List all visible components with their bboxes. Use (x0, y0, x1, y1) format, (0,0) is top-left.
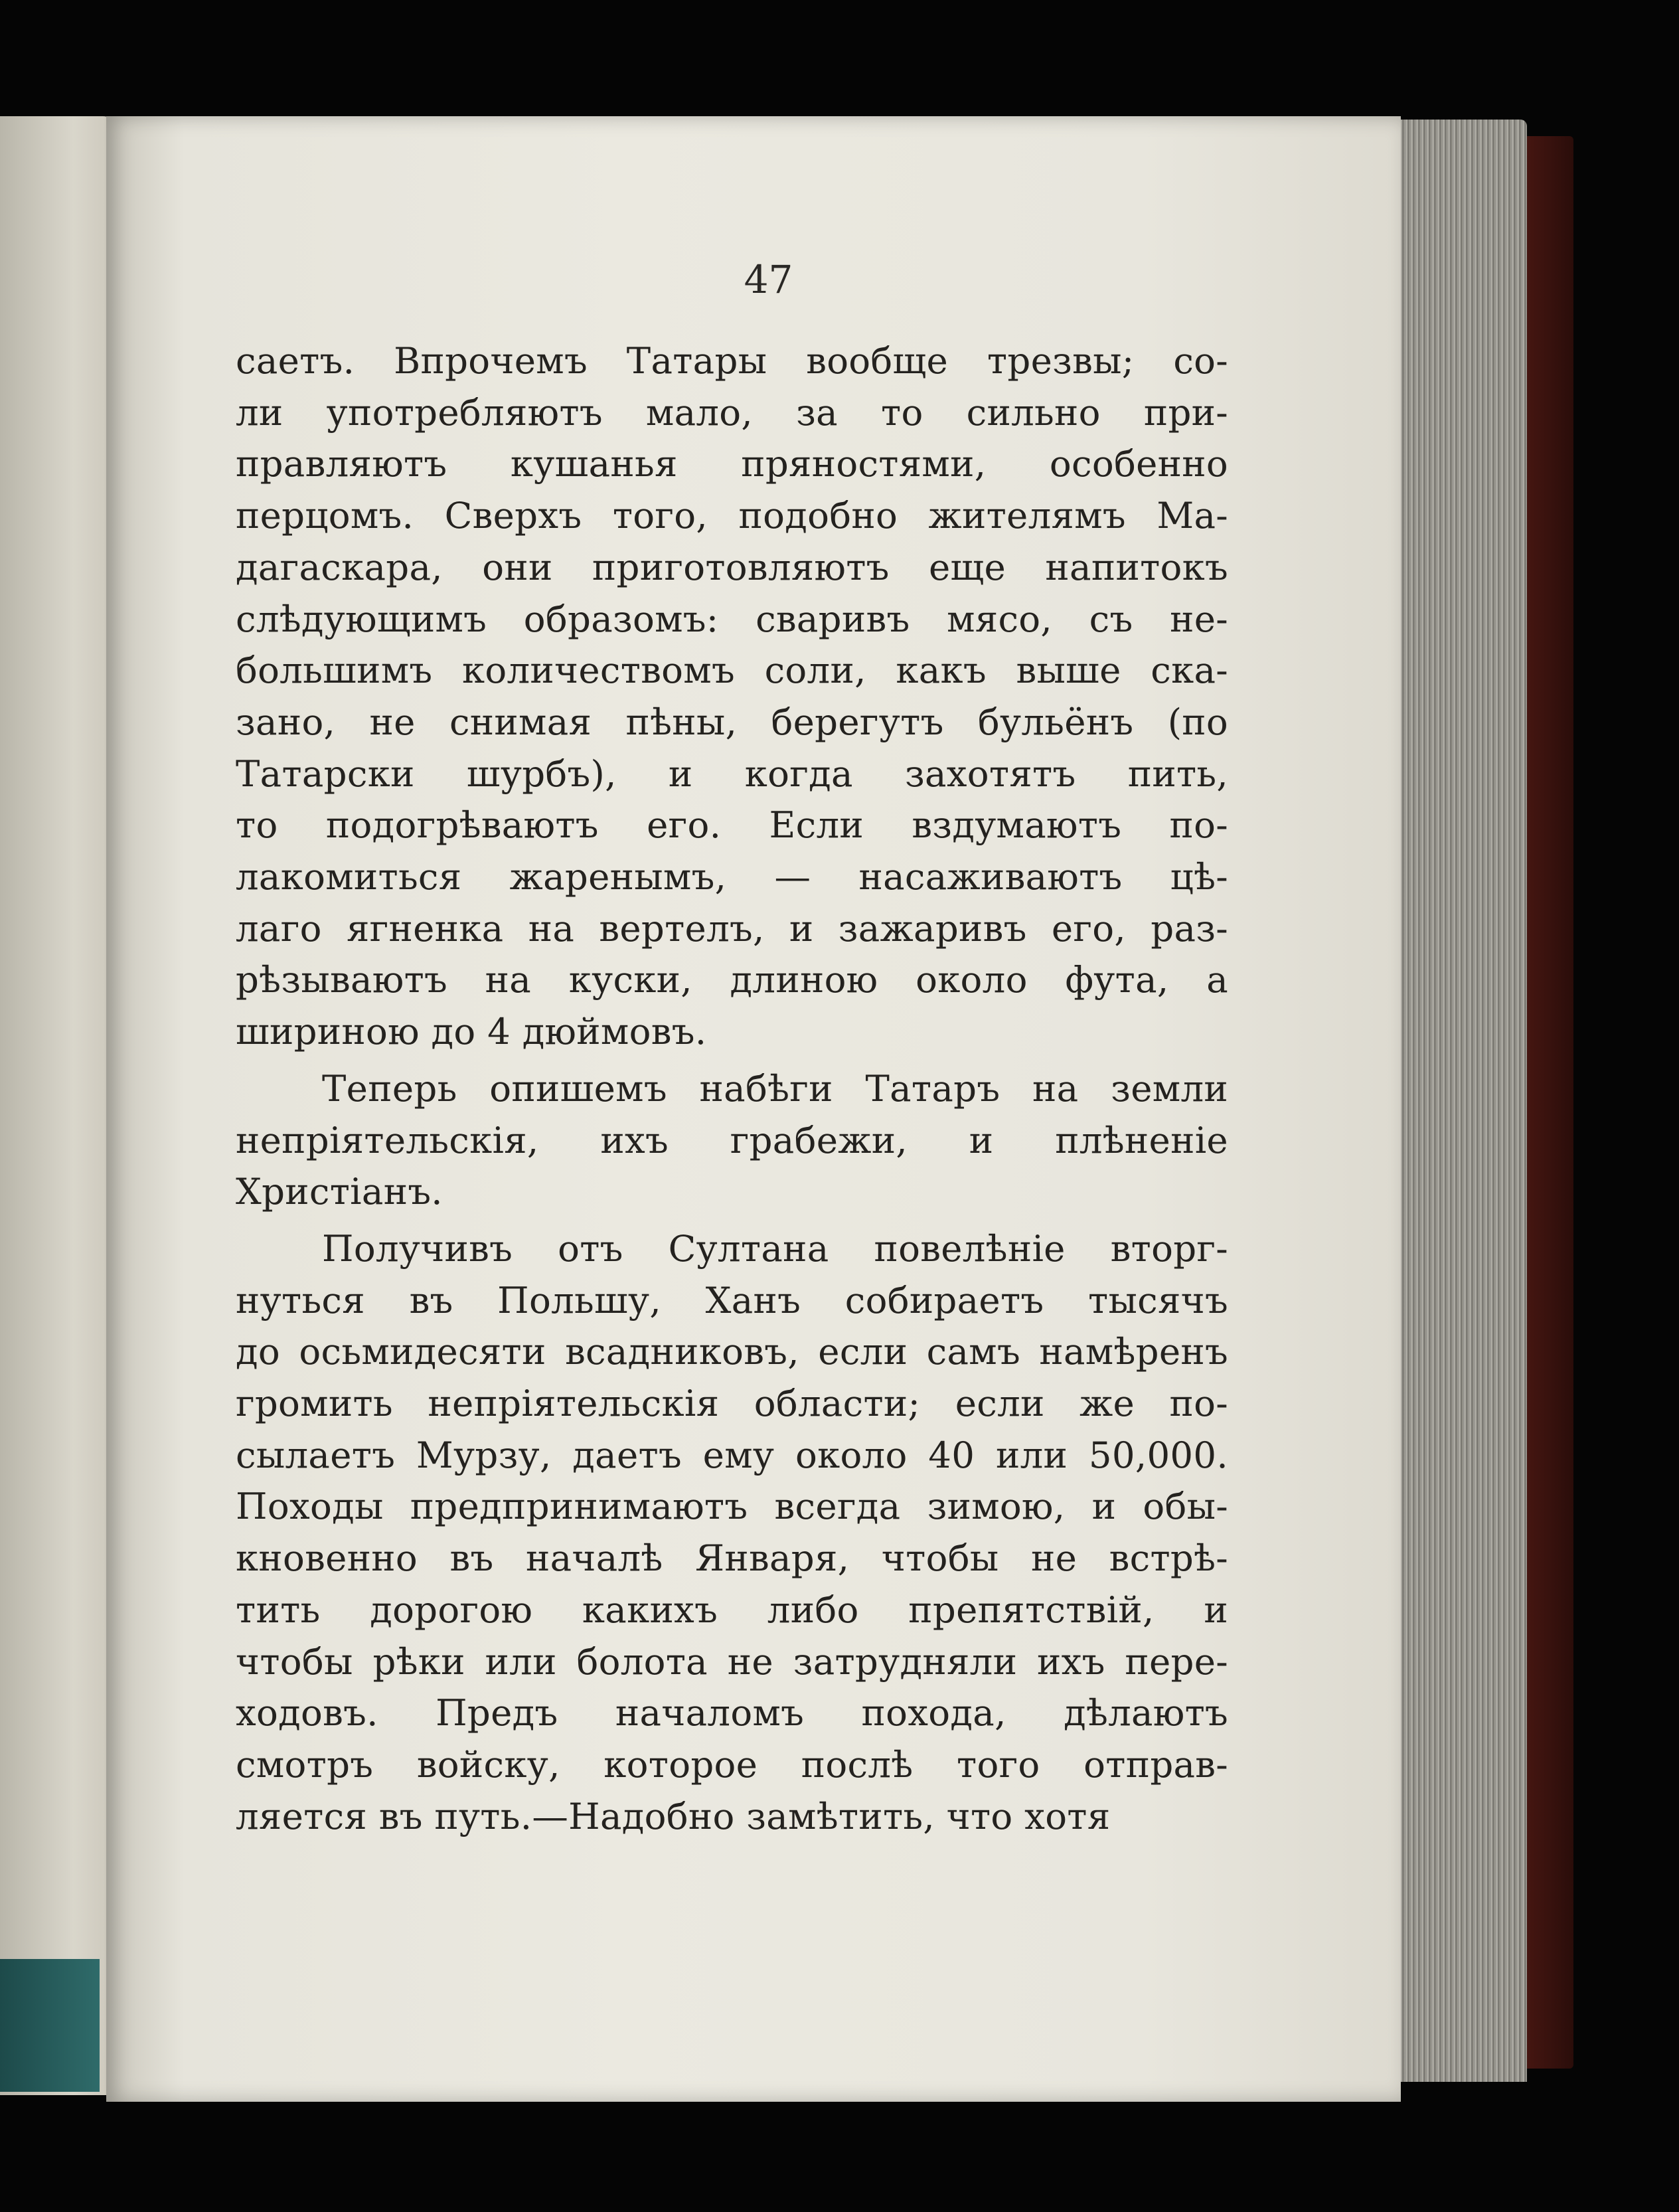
previous-page-edge (0, 116, 123, 2095)
paragraph (236, 335, 1228, 1058)
text-line: правляютъ кушанья пряностями, особенно (236, 442, 1228, 485)
text-line: громить непріятельскія области; если же по- (236, 1382, 1228, 1425)
text-line: нуться въ Польшу, Ханъ собираетъ тысячъ (236, 1278, 1228, 1321)
text-line: то подогрѣваютъ его. Если вздумаютъ по- (236, 804, 1228, 847)
paragraph-gap (236, 1218, 1228, 1223)
text-line: дагаскара, они приготовляютъ еще напитокъ (236, 545, 1228, 588)
text-line: Теперь опишемъ набѣги Татаръ на земли (322, 1066, 1228, 1110)
text-line: до осьмидесяти всадниковъ, если самъ намѣренъ (236, 1330, 1228, 1373)
text-line: непріятельскія, ихъ грабежи, и плѣненіе (236, 1118, 1228, 1161)
text-line: Походы предпринимаютъ всегда зимою, и обы- (236, 1485, 1228, 1528)
text-line: перцомъ. Сверхъ того, подобно жителямъ Ма- (236, 494, 1228, 537)
paragraph (236, 1063, 1228, 1218)
text-line: ходовъ. Предъ началомъ похода, дѣлаютъ (236, 1691, 1228, 1735)
paragraph-gap (236, 1058, 1228, 1063)
text-line: смотръ войску, которое послѣ того отправ- (236, 1743, 1228, 1786)
text-line: кновенно въ началѣ Января, чтобы не встрѣ- (236, 1537, 1228, 1580)
text-line: зано, не снимая пѣны, берегутъ бульёнъ (по (236, 700, 1228, 743)
text-line: Татарски шурбъ), и когда захотятъ пить, (236, 752, 1228, 795)
text-line: Христіанъ. (236, 1170, 443, 1213)
book-page (106, 116, 1401, 2102)
text-line: саетъ. Впрочемъ Татары вообще трезвы; со- (236, 339, 1228, 382)
text-line: Получивъ отъ Султана повелѣніе вторг- (322, 1227, 1228, 1270)
page-body-text (236, 335, 1228, 1842)
page-number: 47 (744, 257, 793, 302)
text-line: сылаетъ Мурзу, даетъ ему около 40 или 50,000. (236, 1433, 1228, 1476)
text-line: лакомиться жаренымъ, — насаживаютъ цѣ- (236, 855, 1228, 898)
text-line: слѣдующимъ образомъ: сваривъ мясо, съ не- (236, 597, 1228, 640)
text-line: тить дорогою какихъ либо препятствій, и (236, 1588, 1228, 1631)
text-line: ли употребляютъ мало, за то сильно при- (236, 390, 1228, 434)
paragraph (236, 1223, 1228, 1842)
text-line: ляется въ путь.—Надобно замѣтить, что хотя (236, 1794, 1111, 1837)
text-line: шириною до 4 дюймовъ. (236, 1010, 707, 1053)
text-line: лаго ягненка на вертелъ, и зажаривъ его, раз- (236, 906, 1228, 950)
front-cover-edge (0, 1959, 100, 2092)
text-line: большимъ количествомъ соли, какъ выше ска- (236, 649, 1228, 692)
text-line: рѣзываютъ на куски, длиною около фута, а (236, 958, 1228, 1001)
text-line: чтобы рѣки или болота не затрудняли ихъ пере- (236, 1640, 1228, 1683)
